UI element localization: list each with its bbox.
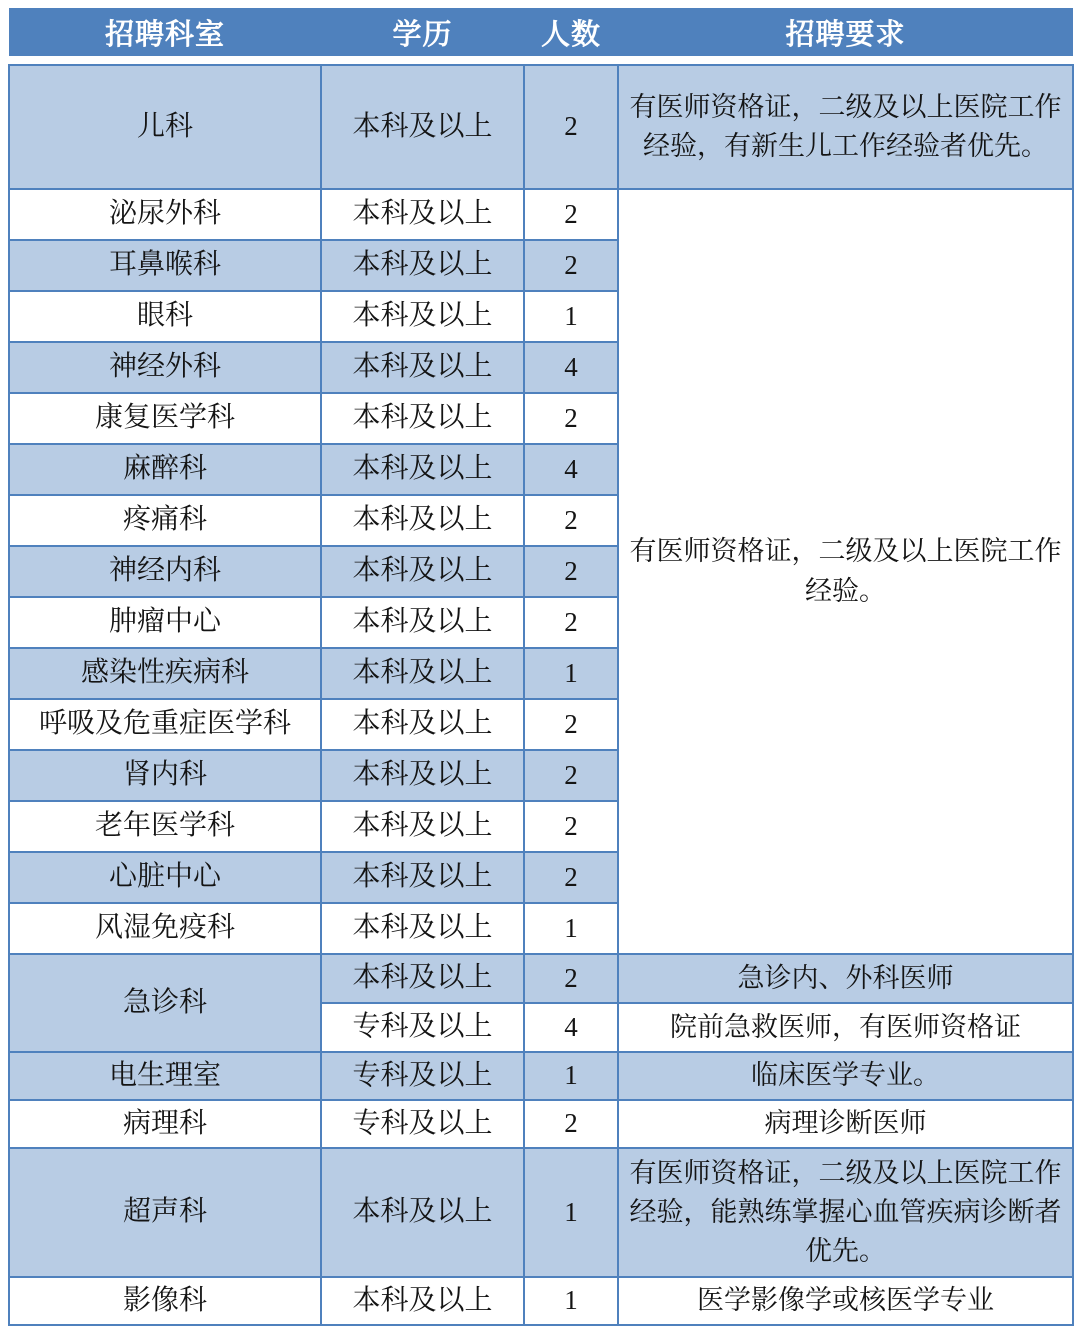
edu-cell: 本科及以上 — [321, 648, 524, 699]
edu-cell: 本科及以上 — [321, 597, 524, 648]
dept-cell: 急诊科 — [9, 954, 321, 1052]
header-gap — [9, 56, 1073, 65]
dept-cell: 风湿免疫科 — [9, 903, 321, 954]
edu-cell: 本科及以上 — [321, 546, 524, 597]
dept-cell: 呼吸及危重症医学科 — [9, 699, 321, 750]
edu-cell: 本科及以上 — [321, 852, 524, 903]
dept-cell: 感染性疾病科 — [9, 648, 321, 699]
table-row — [9, 1277, 1073, 1325]
count-cell: 2 — [524, 699, 618, 750]
dept-cell: 耳鼻喉科 — [9, 240, 321, 291]
dept-cell: 神经外科 — [9, 342, 321, 393]
table-row — [9, 1100, 1073, 1148]
dept-cell: 心脏中心 — [9, 852, 321, 903]
count-cell: 2 — [524, 393, 618, 444]
recruitment-table — [8, 8, 1074, 1326]
edu-cell: 本科及以上 — [321, 699, 524, 750]
edu-cell: 本科及以上 — [321, 342, 524, 393]
count-cell: 2 — [524, 240, 618, 291]
table-row — [9, 189, 1073, 240]
count-cell: 2 — [524, 546, 618, 597]
dept-cell: 电生理室 — [9, 1052, 321, 1100]
edu-cell: 本科及以上 — [321, 1277, 524, 1325]
edu-cell: 本科及以上 — [321, 65, 524, 189]
dept-cell: 肾内科 — [9, 750, 321, 801]
edu-cell: 本科及以上 — [321, 750, 524, 801]
count-cell: 2 — [524, 852, 618, 903]
req-cell: 有医师资格证，二级及以上医院工作经验，能熟练掌握心血管疾病诊断者优先。 — [618, 1148, 1073, 1277]
count-cell: 2 — [524, 954, 618, 1003]
edu-cell: 本科及以上 — [321, 495, 524, 546]
merged-req-cell: 有医师资格证，二级及以上医院工作经验。 — [618, 189, 1073, 954]
edu-cell: 本科及以上 — [321, 1148, 524, 1277]
edu-cell: 本科及以上 — [321, 189, 524, 240]
header-row — [9, 8, 1073, 56]
count-cell: 2 — [524, 65, 618, 189]
count-cell: 2 — [524, 1100, 618, 1148]
count-cell: 1 — [524, 1148, 618, 1277]
dept-cell: 儿科 — [9, 65, 321, 189]
count-cell: 1 — [524, 291, 618, 342]
table-row — [9, 1148, 1073, 1277]
dept-cell: 老年医学科 — [9, 801, 321, 852]
dept-cell: 麻醉科 — [9, 444, 321, 495]
count-cell: 1 — [524, 903, 618, 954]
dept-cell: 病理科 — [9, 1100, 321, 1148]
col-header-edu: 学历 — [321, 8, 524, 56]
count-cell: 1 — [524, 648, 618, 699]
edu-cell: 本科及以上 — [321, 393, 524, 444]
edu-cell: 专科及以上 — [321, 1100, 524, 1148]
dept-cell: 眼科 — [9, 291, 321, 342]
table-row — [9, 954, 1073, 1003]
dept-cell: 肿瘤中心 — [9, 597, 321, 648]
dept-cell: 神经内科 — [9, 546, 321, 597]
count-cell: 1 — [524, 1277, 618, 1325]
dept-cell: 影像科 — [9, 1277, 321, 1325]
req-cell: 临床医学专业。 — [618, 1052, 1073, 1100]
table-row — [9, 1052, 1073, 1100]
col-header-req: 招聘要求 — [618, 8, 1073, 56]
edu-cell: 本科及以上 — [321, 801, 524, 852]
count-cell: 4 — [524, 1003, 618, 1052]
count-cell: 1 — [524, 1052, 618, 1100]
req-cell: 有医师资格证，二级及以上医院工作经验，有新生儿工作经验者优先。 — [618, 65, 1073, 189]
col-header-dept: 招聘科室 — [9, 8, 321, 56]
edu-cell: 本科及以上 — [321, 954, 524, 1003]
req-cell: 医学影像学或核医学专业 — [618, 1277, 1073, 1325]
count-cell: 2 — [524, 597, 618, 648]
edu-cell: 本科及以上 — [321, 444, 524, 495]
edu-cell: 本科及以上 — [321, 903, 524, 954]
edu-cell: 专科及以上 — [321, 1052, 524, 1100]
edu-cell: 本科及以上 — [321, 291, 524, 342]
req-cell: 急诊内、外科医师 — [618, 954, 1073, 1003]
count-cell: 2 — [524, 495, 618, 546]
table-row — [9, 65, 1073, 189]
col-header-count: 人数 — [524, 8, 618, 56]
edu-cell: 本科及以上 — [321, 240, 524, 291]
req-cell: 院前急救医师，有医师资格证 — [618, 1003, 1073, 1052]
count-cell: 2 — [524, 750, 618, 801]
count-cell: 4 — [524, 444, 618, 495]
req-cell: 病理诊断医师 — [618, 1100, 1073, 1148]
edu-cell: 专科及以上 — [321, 1003, 524, 1052]
dept-cell: 泌尿外科 — [9, 189, 321, 240]
count-cell: 2 — [524, 189, 618, 240]
count-cell: 4 — [524, 342, 618, 393]
recruitment-table-container — [8, 8, 1074, 1326]
count-cell: 2 — [524, 801, 618, 852]
dept-cell: 疼痛科 — [9, 495, 321, 546]
dept-cell: 超声科 — [9, 1148, 321, 1277]
dept-cell: 康复医学科 — [9, 393, 321, 444]
